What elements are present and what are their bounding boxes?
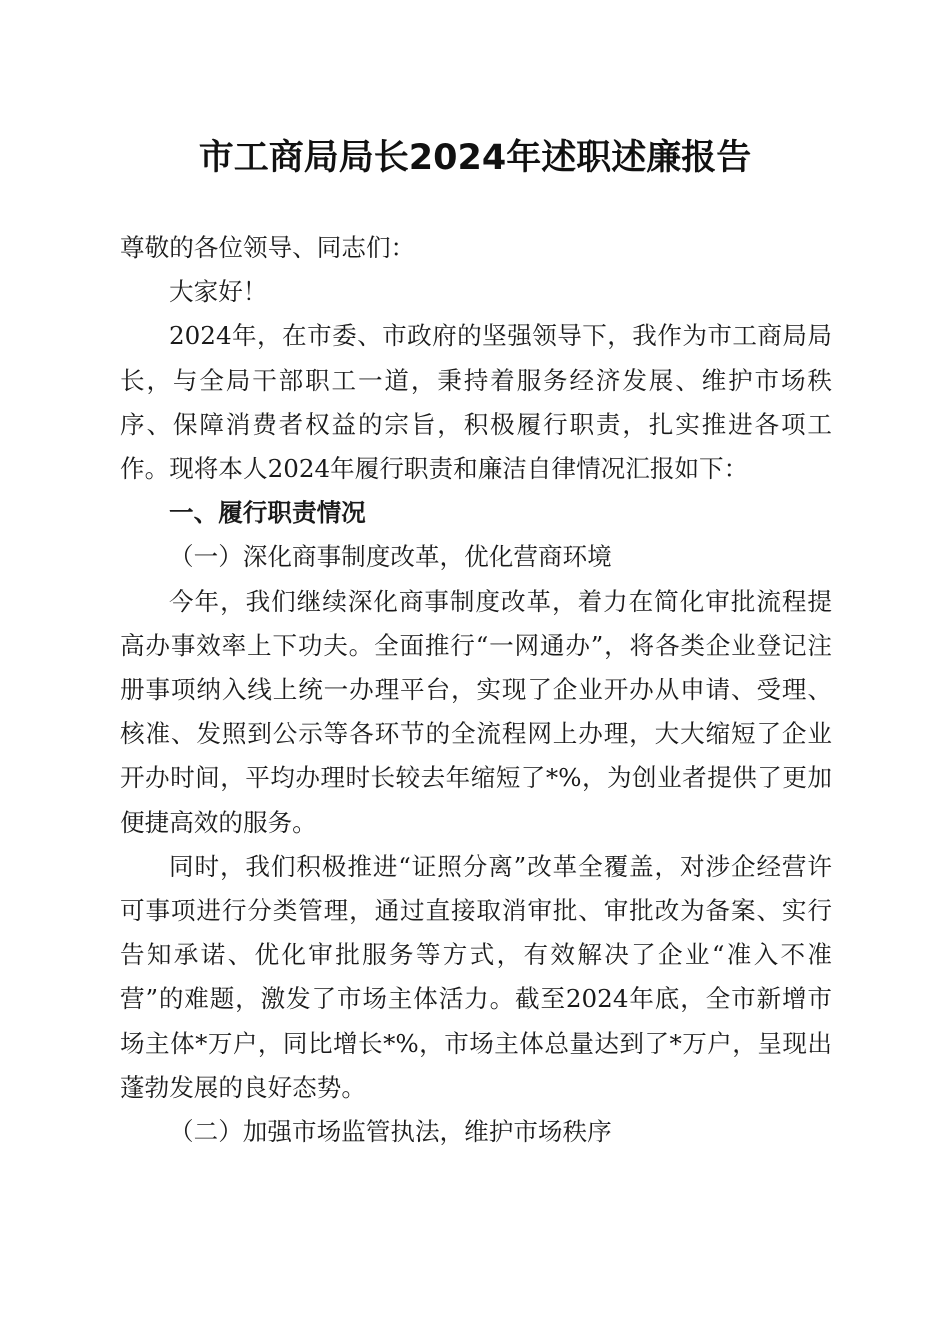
intro-paragraph: 2024年，在市委、市政府的坚强领导下，我作为市工商局局长，与全局干部职工一道，秉持着服务经济发展、维护市场秩序、保障消费者权益的宗旨，积极履行职责，扎实推进各项工作。现将本人2024年履行职责和廉洁自律情况汇报如下： xyxy=(120,321,832,484)
greeting: 大家好！ xyxy=(169,277,268,307)
document-title: 市工商局局长2024年述职述廉报告 xyxy=(198,138,752,178)
body-paragraph: 同时，我们积极推进“证照分离”改革全覆盖，对涉企经营许可事项进行分类管理，通过直接取消审批、审批改为备案、实行告知承诺、优化审批服务等方式，有效解决了企业“准入不准营”的难题，激发了市场主体活力。截至2024年底，全市新增市场主体*万户，同比增长*%，市场主体总量达到了*万户，呈现出蓬勃发展的良好态势。 xyxy=(120,851,832,1102)
salutation: 尊敬的各位领导、同志们： xyxy=(120,233,416,262)
subsection-heading: （二）加强市场监管执法，维护市场秩序 xyxy=(169,1117,612,1147)
body-paragraph: 今年，我们继续深化商事制度改革，着力在简化审批流程提高办事效率上下功夫。全面推行“一网通办”，将各类企业登记注册事项纳入线上统一办理平台，实现了企业开办从申请、受理、核准、发照到公示等各环节的全流程网上办理，大大缩短了企业开办时间，平均办理时长较去年缩短了*%，为创业者提供了更加便捷高效的服务。 xyxy=(120,586,832,837)
document-body xyxy=(120,226,832,1154)
subsection-heading: （一）深化商事制度改革，优化营商环境 xyxy=(169,542,612,572)
section-heading: 一、履行职责情况 xyxy=(169,498,366,528)
